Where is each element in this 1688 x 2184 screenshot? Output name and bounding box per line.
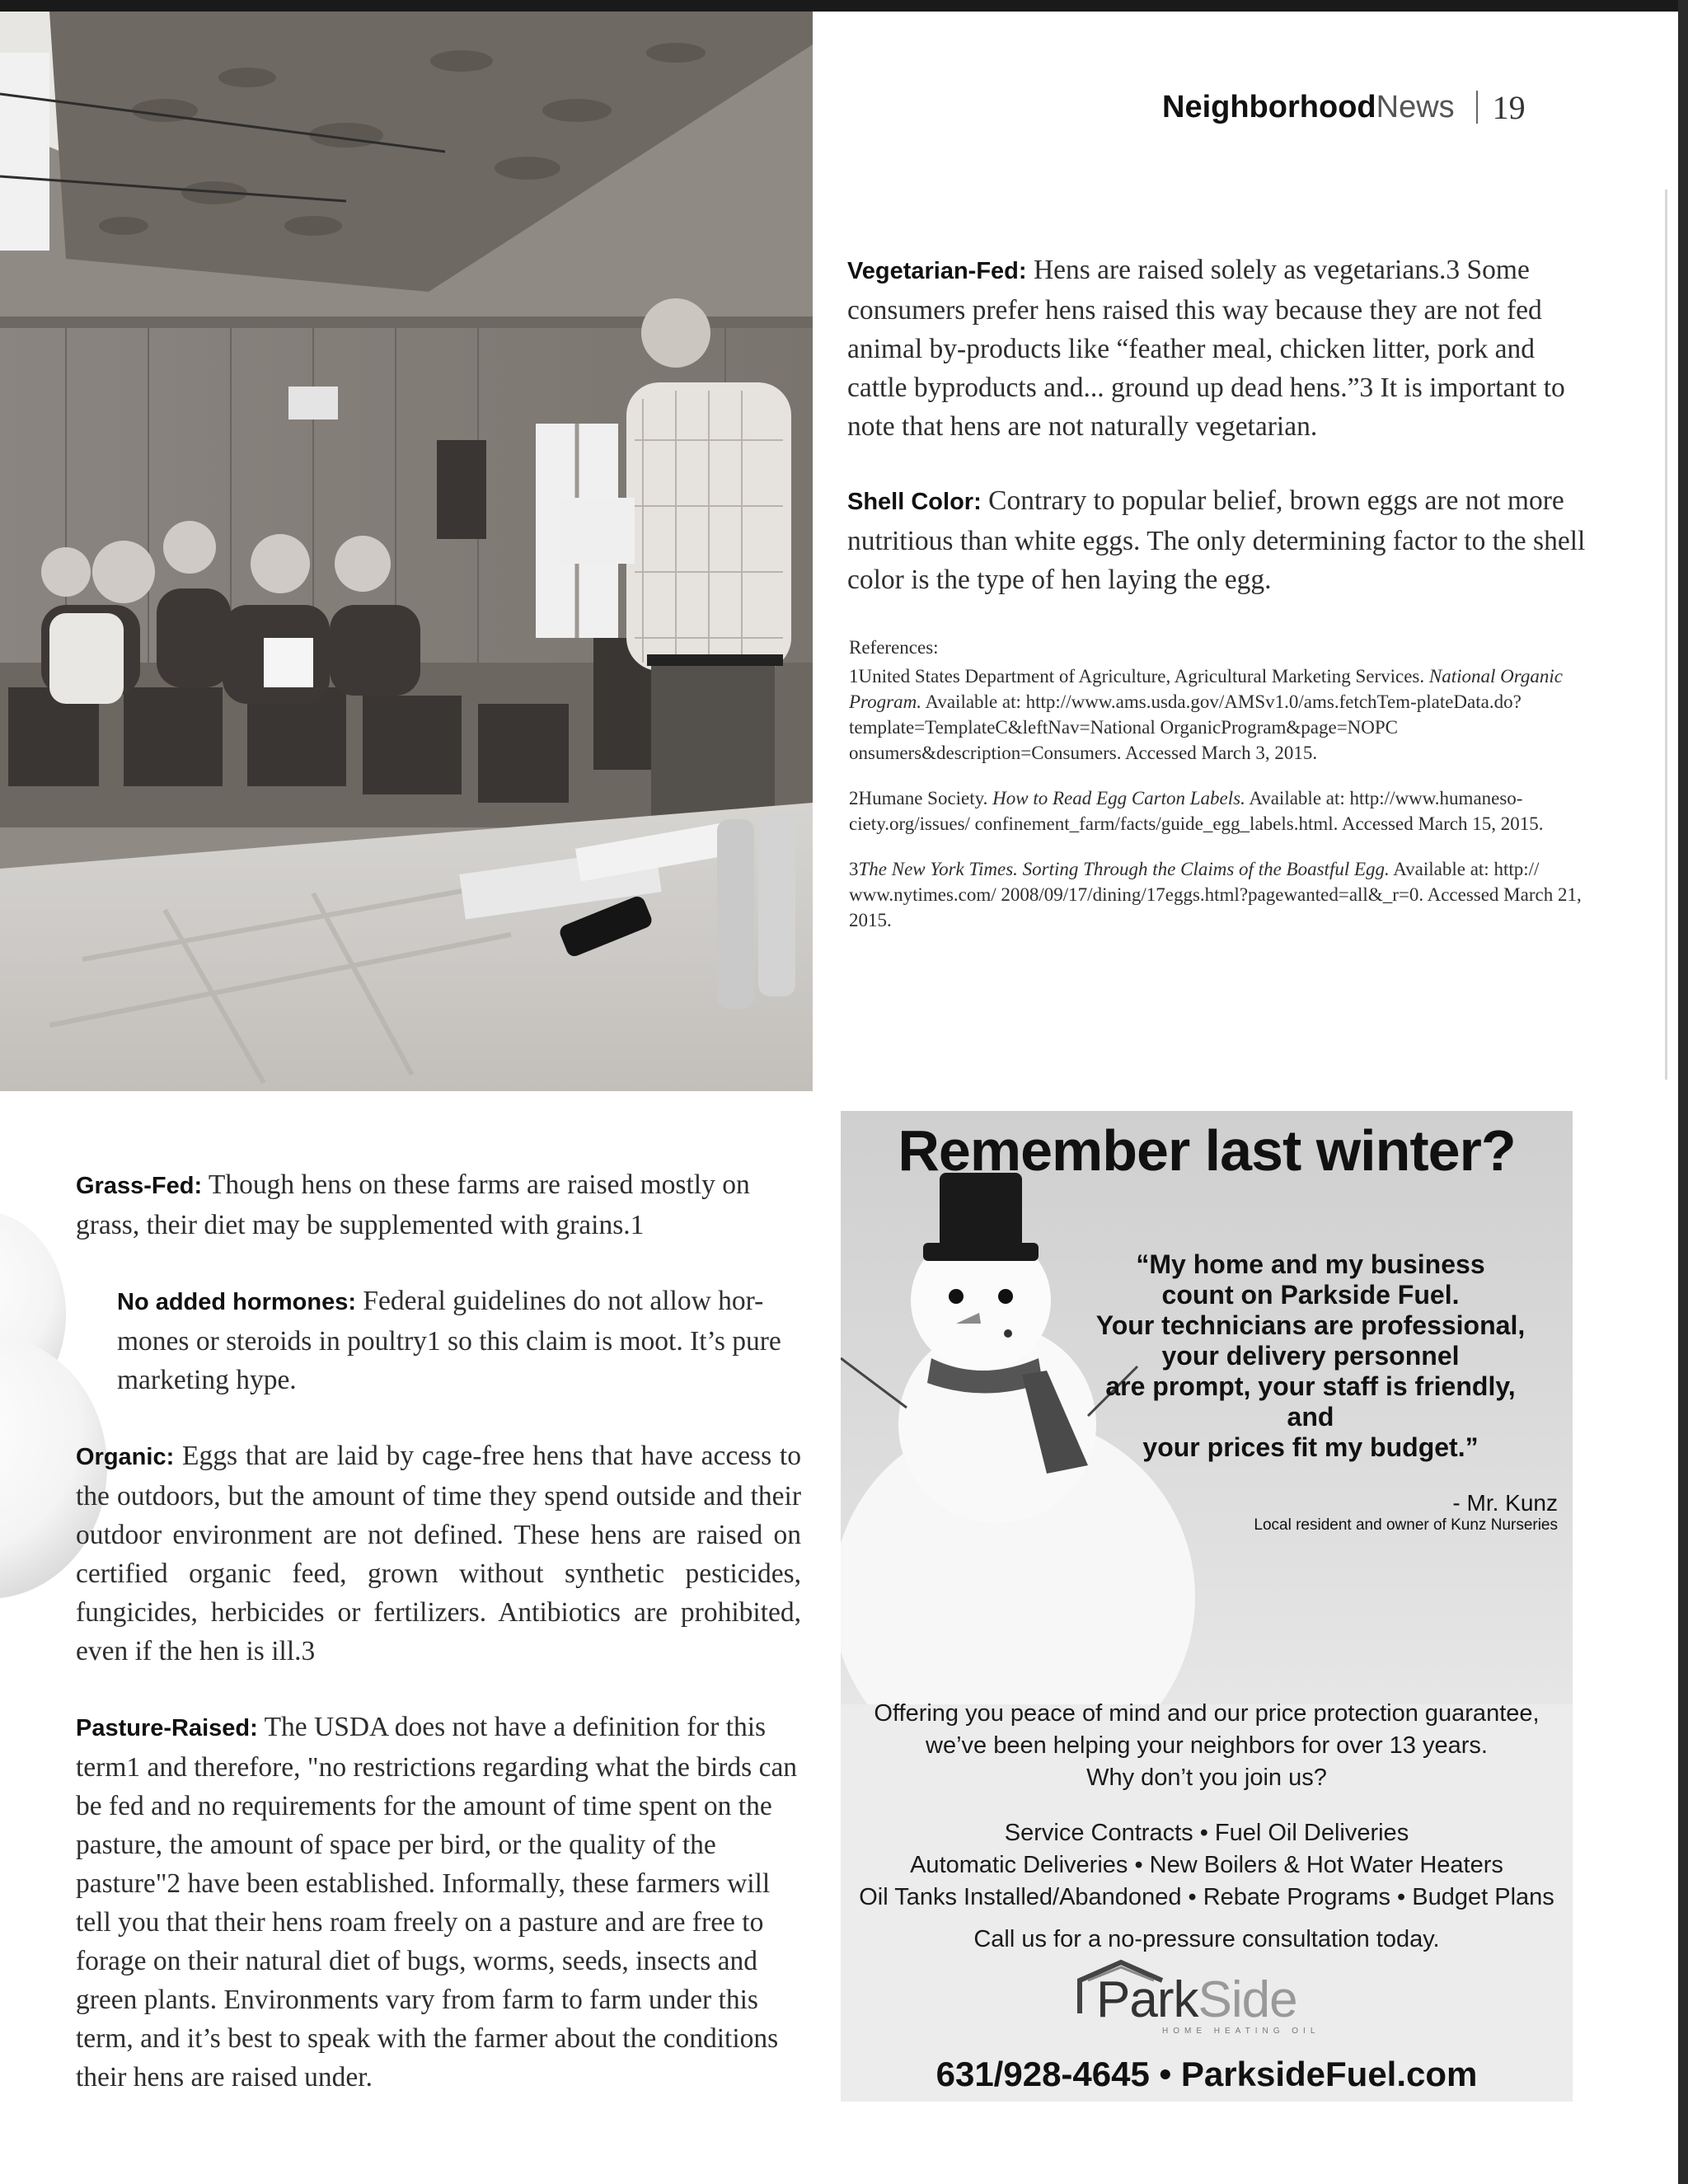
reference-2-details: Available at: http://www.humaneso-ciety.org/issues/ confinement_farm/facts/guide_egg_labels.html. Accessed March 15, 2015.	[849, 788, 1544, 834]
reference-1	[849, 663, 1582, 766]
quote-line: are prompt, your staff is friendly,	[1105, 1371, 1516, 1401]
logo-tagline: HOME HEATING OIL	[1162, 2027, 1320, 2036]
quote-line: Your technicians are professional,	[1095, 1310, 1526, 1340]
no-added-hormones-paragraph	[117, 1282, 793, 1399]
quote-line: your prices fit my budget.”	[1142, 1432, 1479, 1462]
grass-fed-paragraph	[76, 1165, 785, 1244]
no-added-hormones-term: No added hormones:	[117, 1289, 357, 1315]
quote-line: your delivery personnel	[1161, 1341, 1460, 1371]
parkside-logo	[1063, 1956, 1352, 2038]
reference-2	[849, 785, 1582, 837]
pasture-raised-paragraph	[76, 1708, 809, 2097]
shell-color-term: Shell Color:	[847, 489, 982, 515]
header-divider	[1476, 91, 1478, 124]
page-number: 19	[1492, 88, 1526, 126]
quote-line: and	[1287, 1402, 1334, 1432]
reference-1-title: National Organic Program.	[849, 666, 1563, 712]
ad-snowman-panel	[841, 1111, 1573, 1704]
service-line: Oil Tanks Installed/Abandoned • Rebate Programs • Budget Plans	[859, 1884, 1554, 1910]
service-line: Automatic Deliveries • New Boilers & Hot Water Heaters	[910, 1852, 1503, 1878]
pasture-raised-term: Pasture-Raised:	[76, 1715, 258, 1741]
vegetarian-fed-paragraph	[847, 251, 1589, 446]
call-to-action: Call us for a no-pressure consultation today.	[973, 1926, 1440, 1952]
offer-line: Offering you peace of mind and our price protection guarantee,	[874, 1700, 1540, 1727]
section-title-bold: Neighborhood	[1162, 89, 1376, 124]
reference-2-title: How to Read Egg Carton Labels.	[992, 788, 1245, 808]
service-line: Service Contracts • Fuel Oil Deliveries	[1004, 1820, 1409, 1846]
logo-wordmark	[1096, 1971, 1297, 2029]
offer-text	[841, 1698, 1573, 1794]
references-block	[849, 635, 1582, 952]
attribution-name: - Mr. Kunz	[1452, 1490, 1558, 1516]
contact-phone-website: 631/928-4645 • ParksideFuel.com	[935, 2055, 1478, 2093]
testimonial-attribution	[1254, 1490, 1558, 1535]
page-header	[1162, 82, 1526, 132]
services-list	[841, 1817, 1573, 1914]
references-heading: References:	[849, 637, 939, 658]
pasture-raised-text: The USDA does not have a definition for this term1 and therefore, "no restrictions regarding what the birds can be fed and no requirements for the amount of time spent on the pasture, the amount of space per bird, or the quality of the pasture"2 have been established. Informally, these farmers will tell you that their hens roam freely on a pasture and are free to forage on their natural diet of bugs, worms, seeds, insects and green plants. Environments vary from farm to farm under this term, and it’s best to speak with the farmer about the conditions their hens are raised under.	[76, 1712, 798, 2093]
offer-line: Why don’t you join us?	[1086, 1765, 1327, 1791]
grass-fed-term: Grass-Fed:	[76, 1173, 203, 1199]
top-edge-bar	[0, 0, 1688, 12]
logo-side: Side	[1198, 1971, 1297, 2028]
right-edge-bar	[1678, 0, 1688, 2184]
page-edge-line	[1665, 190, 1667, 1080]
shell-color-text: Contrary to popular belief, brown eggs are not more nutritious than white eggs. The only determining factor to the shell color is the type of hen laying the egg.	[847, 485, 1586, 595]
grass-fed-text: Though hens on these farms are raised mostly on grass, their diet may be supplemented with grains.1	[76, 1169, 750, 1240]
reference-3-details: Available at: http:// www.nytimes.com/ 2008/09/17/dining/17eggs.html?pagewanted=all&_r=0. Accessed March 21, 2015.	[849, 859, 1582, 930]
logo-park: Park	[1096, 1971, 1198, 2028]
parkside-fuel-ad	[841, 1111, 1573, 2102]
offer-line: we’ve been helping your neighbors for over 13 years.	[926, 1732, 1488, 1759]
vegetarian-fed-term: Vegetarian-Fed:	[847, 258, 1027, 284]
reference-2-text: 2Humane Society.	[849, 788, 993, 808]
quote-line: “My home and my business	[1136, 1249, 1485, 1279]
quote-line: count on Parkside Fuel.	[1161, 1280, 1460, 1310]
organic-paragraph	[76, 1436, 801, 1671]
section-title-light: News	[1376, 89, 1455, 124]
vegetarian-fed-text: Hens are raised solely as vegetarians.3 Some consumers prefer hens raised this way because they are not fed animal by-products like “feather meal, chicken litter, pork and cattle byproducts and... ground up dead hens.”3 It is important to note that hens are not naturally vegetarian.	[847, 255, 1565, 442]
ad-headline: Remember last winter?	[898, 1118, 1516, 1183]
reference-3-text: 3	[849, 859, 859, 879]
testimonial-quote	[1063, 1249, 1558, 1463]
reference-1-text: 1United States Department of Agriculture, Agricultural Marketing Services.	[849, 666, 1429, 687]
reference-3-title: The New York Times. Sorting Through the Claims of the Boastful Egg.	[858, 859, 1390, 879]
attribution-description: Local resident and owner of Kunz Nurseries	[1254, 1516, 1558, 1534]
no-added-hormones-text: Federal guidelines do not allow hor-mones or steroids in poultry1 so this claim is moot. It’s pure marketing hype.	[117, 1286, 781, 1395]
ad-lower-panel	[841, 1698, 1573, 1956]
organic-text: Eggs that are laid by cage-free hens that have access to the outdoors, but the amount of time they spend outside and their outdoor environment are not defined. These hens are raised on certified organic feed, grown without synthetic pesticides, fungicides, herbicides or fertilizers. Antibiotics are prohibited, even if the hen is ill.3	[76, 1441, 801, 1666]
organic-term: Organic:	[76, 1444, 175, 1470]
reference-3	[849, 856, 1582, 933]
reference-1-details: Available at: http://www.ams.usda.gov/AMSv1.0/ams.fetchTem-plateData.do?template=TemplateC&leftNav=National OrganicProgram&page=NOPC onsumers&description=Consumers. Accessed March 3, 2015.	[849, 691, 1522, 763]
classroom-photo	[0, 12, 813, 1091]
shell-color-paragraph	[847, 481, 1589, 599]
